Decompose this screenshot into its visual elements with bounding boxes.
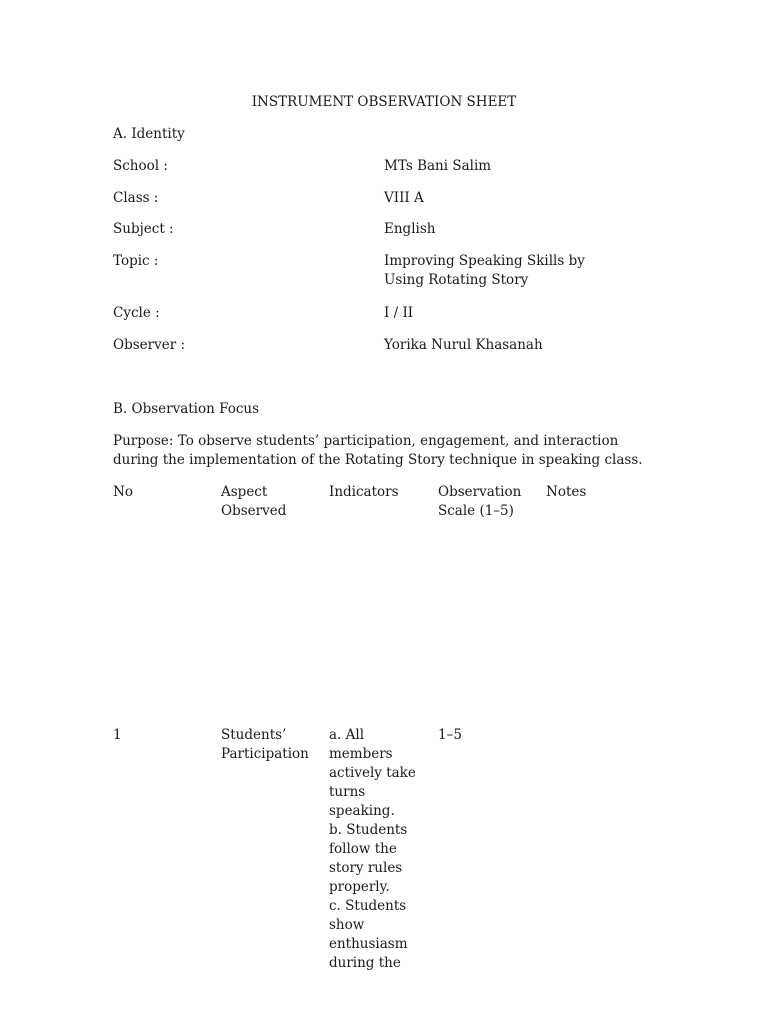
identity-value-class: VIII A <box>384 190 424 206</box>
table-cell-aspect: Students’ Participation <box>221 727 309 762</box>
purpose-paragraph: Purpose: To observe students’ participation, engagement, and interaction during the implementation of the Rotating Story technique in speaking class. <box>113 433 643 468</box>
identity-label-cycle: Cycle : <box>113 305 160 321</box>
identity-value-school: MTs Bani Salim <box>384 158 492 174</box>
table-header-indicators: Indicators <box>329 484 399 500</box>
identity-label-topic: Topic : <box>113 253 159 269</box>
section-b-heading: B. Observation Focus <box>113 401 260 417</box>
identity-value-observer: Yorika Nurul Khasanah <box>384 337 543 353</box>
table-header-no: No <box>113 484 133 500</box>
identity-value-topic: Improving Speaking Skills by Using Rotating Story <box>384 253 585 288</box>
identity-value-subject: English <box>384 221 436 237</box>
table-header-scale: Observation Scale (1–5) <box>438 484 522 519</box>
table-cell-scale: 1–5 <box>438 727 462 743</box>
section-a-heading: A. Identity <box>113 126 185 142</box>
identity-label-school: School : <box>113 158 168 174</box>
identity-value-cycle: I / II <box>384 305 414 321</box>
table-header-aspect: Aspect Observed <box>221 484 287 519</box>
identity-label-subject: Subject : <box>113 221 174 237</box>
document-title: INSTRUMENT OBSERVATION SHEET <box>251 94 517 110</box>
identity-label-class: Class : <box>113 190 159 206</box>
table-header-notes: Notes <box>546 484 587 500</box>
identity-label-observer: Observer : <box>113 337 185 353</box>
table-cell-indicators: a. All members actively take turns speaking. b. Students follow the story rules properly. c. Students show enthusiasm during the <box>329 727 416 971</box>
table-cell-no: 1 <box>113 727 122 743</box>
